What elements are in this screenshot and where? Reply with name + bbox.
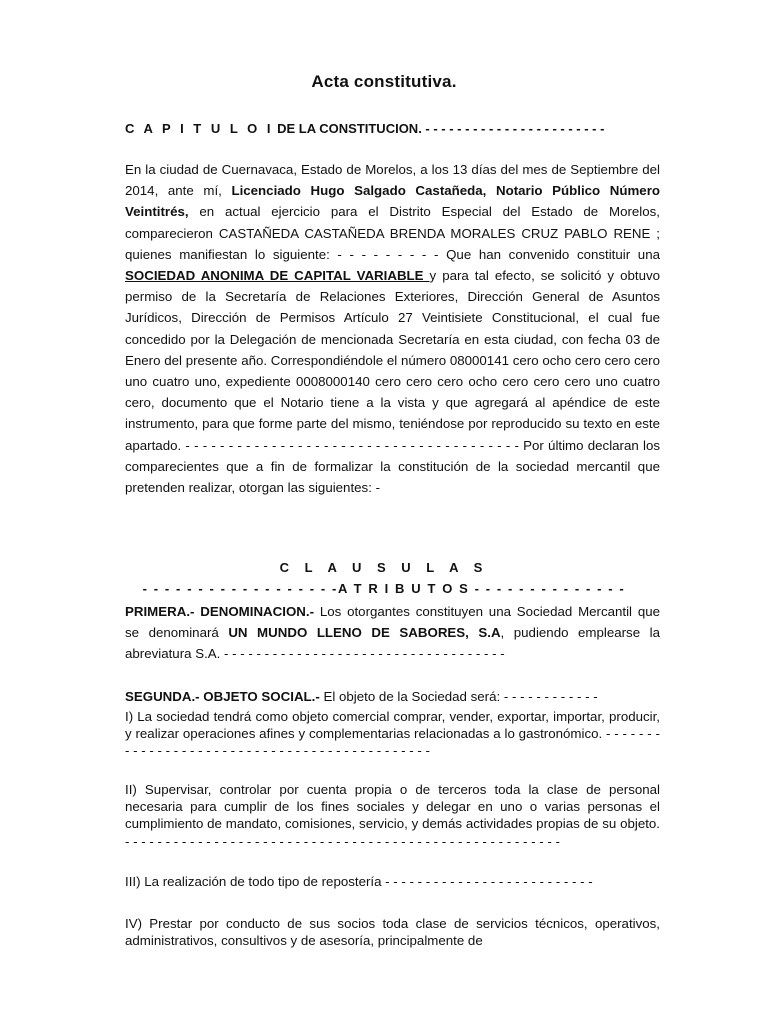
- intro-paragraph: [125, 159, 660, 498]
- clause-primera: [125, 601, 660, 665]
- primera-text-2: , pudiendo emplearse la abreviatura S.A. - - - - - - - - - - - - - - - - - - - - - - - - - - - - - - - - - - -: [125, 625, 660, 662]
- objeto-item-ii: II) Supervisar, controlar por cuenta propia o de terceros toda la clase de personal necesaria para cumplir de los fines sociales y delegar en uno o varias personas el cumplimiento de mandato, comisiones, servicio, y demás actividades propias de su objeto. - - - - - - - - - - - - - - - - - - - - - - - - - - - - - - - - - - - - - - - - - - - - - - - - - - - - - -: [125, 782, 660, 849]
- chapter-text: DE LA CONSTITUCION. - - - - - - - - - - - - - - - - - - - - - - -: [273, 121, 605, 136]
- intro-text-3: y para tal efecto, se solicitó y obtuvo permiso de la Secretaría de Relaciones Exteriores, Dirección General de Asuntos Jurídicos, Dirección de Permisos Artículo 27 Veintisiete Constitucional, el cual fue concedido por la Delegación de mencionada Secretaría en esta ciudad, con fecha 03 de Enero del presente año. Correspondiéndole el número 08000141 cero ocho cero cero cero uno cuatro uno, expediente 0008000140 cero cero cero ocho cero cero cero uno cuatro cero, documento que el Notario tiene a la vista y que agregará al apéndice de este instrumento, para que forme parte del mismo, teniéndose por reproducido su texto en este apartado. - - - - - - - - - - - - - - - - - - - - - - - - - - - - - - - - - - - - - - - Por último declaran los comparecientes que a fin de formalizar la constitución de la sociedad mercantil que pretenden realizar, otorgan las siguientes: -: [125, 268, 661, 496]
- primera-label: PRIMERA.- DENOMINACION.-: [125, 604, 315, 619]
- segunda-text: El objeto de la Sociedad será: - - - - - - - - - - - -: [319, 689, 598, 704]
- intro-text-2: en actual ejercicio para el Distrito Especial del Estado de Morelos, comparecieron CASTAÑEDA CASTAÑEDA BRENDA MORALES CRUZ PABLO RENE ; quienes manifiestan lo siguiente: - - - - - - - - - Que han convenido constituir una: [125, 204, 660, 262]
- company-type: SOCIEDAD ANONIMA DE CAPITAL VARIABLE: [125, 268, 430, 284]
- intro-text-1: En la ciudad de Cuernavaca, Estado de Morelos, a los 13 días del mes de Septiembre del 2014, ante mí,: [125, 162, 660, 199]
- chapter-prefix: C A P I T U L O I: [125, 121, 274, 136]
- chapter-heading: [125, 121, 604, 136]
- document-title: Acta constitutiva.: [311, 72, 457, 91]
- objeto-item-i: I) La sociedad tendrá como objeto comercial comprar, vender, exportar, importar, producir, y realizar operaciones afines y complementarias relacionadas a lo gastronómico. - - - - - - - - - - - - - - - - - - - - - - - - - - - - - - - - - - - - - - - - - - - - -: [125, 709, 660, 759]
- objeto-item-iii: III) La realización de todo tipo de repostería - - - - - - - - - - - - - - - - - - - - - - - - - -: [125, 874, 593, 889]
- objeto-item-iv: IV) Prestar por conducto de sus socios toda clase de servicios técnicos, operativos, administrativos, consultivos y de asesoría, principalmente de: [125, 916, 660, 949]
- primera-text-1: Los otorgantes constituyen una Sociedad Mercantil que se denominará: [125, 604, 661, 641]
- clausulas-heading: C L A U S U L A S: [279, 560, 489, 575]
- atributos-heading: - - - - - - - - - - - - - - - - - -A T R I B U T O S - - - - - - - - - - - - - -: [142, 581, 626, 596]
- segunda-label: SEGUNDA.- OBJETO SOCIAL.-: [125, 689, 320, 704]
- clause-segunda: [125, 686, 660, 707]
- notary-name: Licenciado Hugo Salgado Castañeda, Notario Público Número Veintitrés,: [125, 183, 660, 220]
- company-name: UN MUNDO LLENO DE SABORES, S.A: [228, 625, 501, 641]
